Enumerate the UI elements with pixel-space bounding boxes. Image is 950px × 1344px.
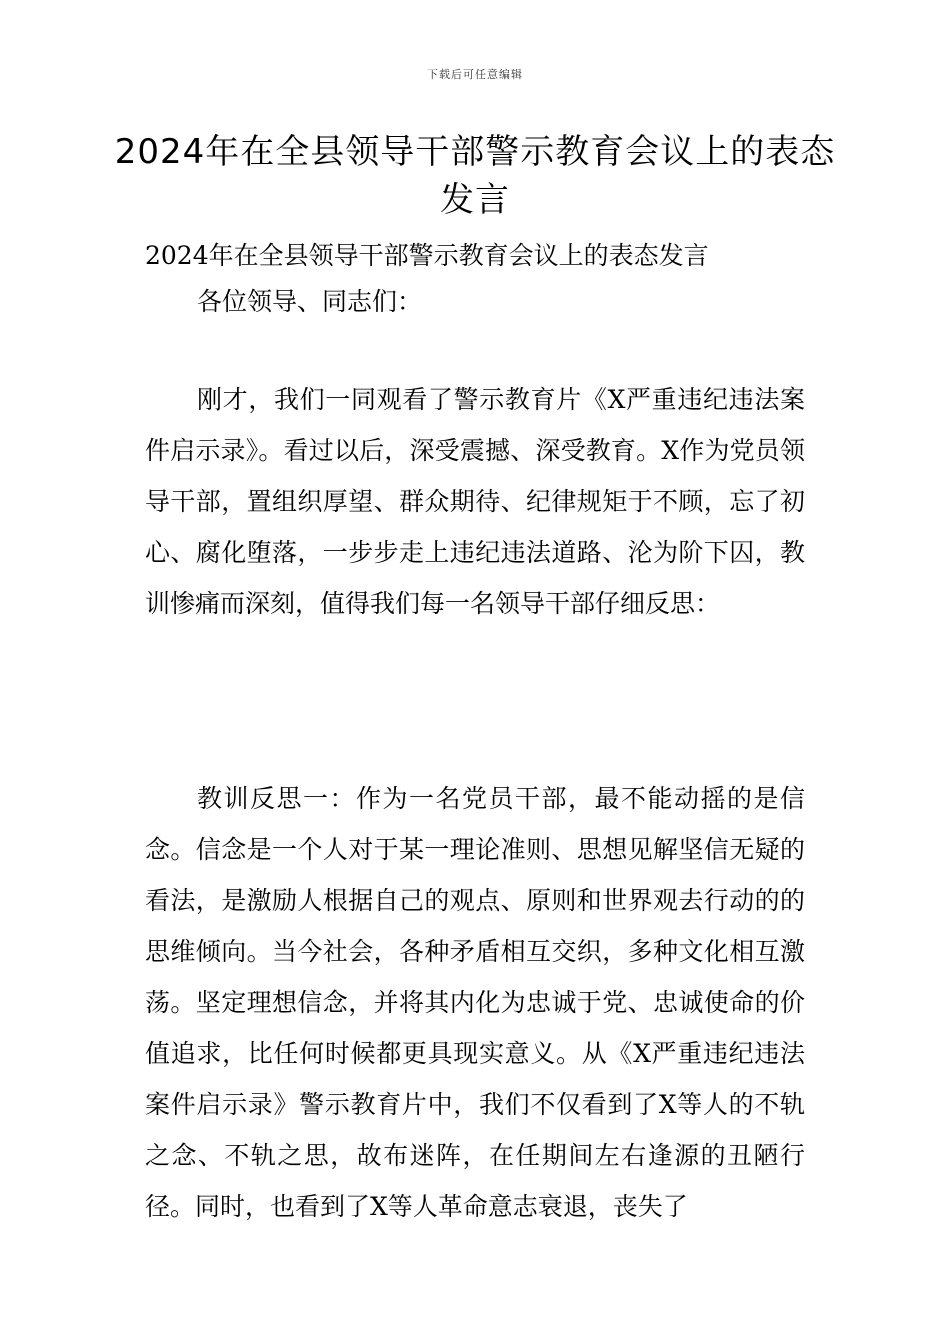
greeting: 各位领导、同志们：: [197, 287, 423, 316]
document-subtitle: 2024年在全县领导干部警示教育会议上的表态发言: [145, 241, 709, 270]
paragraph-intro: 刚才，我们一同观看了警示教育片《X严重违纪违法案件启示录》。看过以后，深受震撼、深受教育。X作为党员领导干部，置组织厚望、群众期待、纪律规矩于不顾，忘了初心、腐化堕落，一步步走上违纪违法道路、沦为阶下囚，教训惨痛而深刻，值得我们每一名领导干部仔细反思：: [145, 385, 805, 618]
header-note: 下载后可任意编辑: [427, 68, 523, 81]
document-title: 2024年在全县领导干部警示教育会议上的表态发言: [114, 132, 836, 220]
paragraph-reflection-one: 教训反思一：作为一名党员干部，最不能动摇的是信念。信念是一个人对于某一理论准则、思想见解坚信无疑的看法，是激励人根据自己的观点、原则和世界观去行动的的思维倾向。当今社会，各种矛盾相互交织，多种文化相互激荡。坚定理想信念，并将其内化为忠诚于党、忠诚使命的价值追求，比任何时候都更具现实意义。从《X严重违纪违法案件启示录》警示教育片中，我们不仅看到了X等人的不轨之念、不轨之思，故布迷阵，在任期间左右逢源的丑陋行径。同时，也看到了X等人革命意志衰退，丧失了: [145, 784, 805, 1221]
